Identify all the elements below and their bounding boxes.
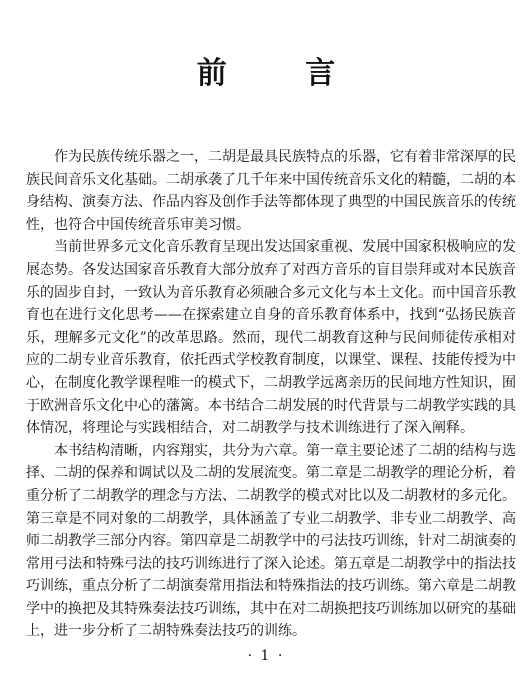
paragraph-2: 当前世界多元文化音乐教育呈现出发达国家重视、发展中国家积极响应的发展态势。各发达国家音乐教育大部分放弃了对西方音乐的盲目崇拜或对本民族音乐的固步自封，一致认为音乐教育必须融合多元文化与本土文化。而中国音乐教育也在进行文化思考——在探索建立自身的音乐教育体系中，找到“弘扬民族音乐，理解多元文化”的改革思路。然而，现代二胡教育这种与民间师徒传承相对应的二胡专业音乐教育，依托西式学校教育制度，以课堂、课程、技能传授为中心，在制度化教学课程唯一的模式下，二胡教学远离亲历的民间地方性知识，囿于欧洲音乐文化中心的藩篱。本书结合二胡发展的时代背景与二胡教学实践的具体情况，将理论与实践相结合，对二胡教学与技术训练进行了深入阐释。: [26, 239, 516, 437]
page-number: · 1 ·: [247, 648, 285, 664]
paragraph-3: 本书结构清晰，内容翔实，共分为六章。第一章主要论述了二胡的结构与选择、二胡的保养和调试以及二胡的发展流变。第二章是二胡教学的理论分析，着重分析了二胡教学的理念与方法、二胡教学的模式对比以及二胡教材的多元化。第三章是不同对象的二胡教学，具体涵盖了专业二胡教学、非专业二胡教学、高师二胡教学三部分内容。第四章是二胡教学中的弓法技巧训练，针对二胡演奏的常用弓法和特殊弓法的技巧训练进行了深入论述。第五章是二胡教学中的指法技巧训练，重点分析了二胡演奏常用指法和特殊指法的技巧训练。第六章是二胡教学中的换把及其特殊奏法技巧训练，其中在对二胡换把技巧训练加以研究的基础上，进一步分析了二胡特殊奏法技巧的训练。: [26, 442, 516, 640]
body-text: [26, 146, 516, 643]
paragraph-1: 作为民族传统乐器之一，二胡是最具民族特点的乐器，它有着非常深厚的民族民间音乐文化基础。二胡承袭了几千年来中国传统音乐文化的精髓，二胡的本身结构、演奏方法、作品内容及创作手法等都体现了典型的中国民族音乐的传统性，也符合中国传统音乐审美习惯。: [26, 149, 516, 233]
page-title: 前 言: [196, 56, 370, 91]
